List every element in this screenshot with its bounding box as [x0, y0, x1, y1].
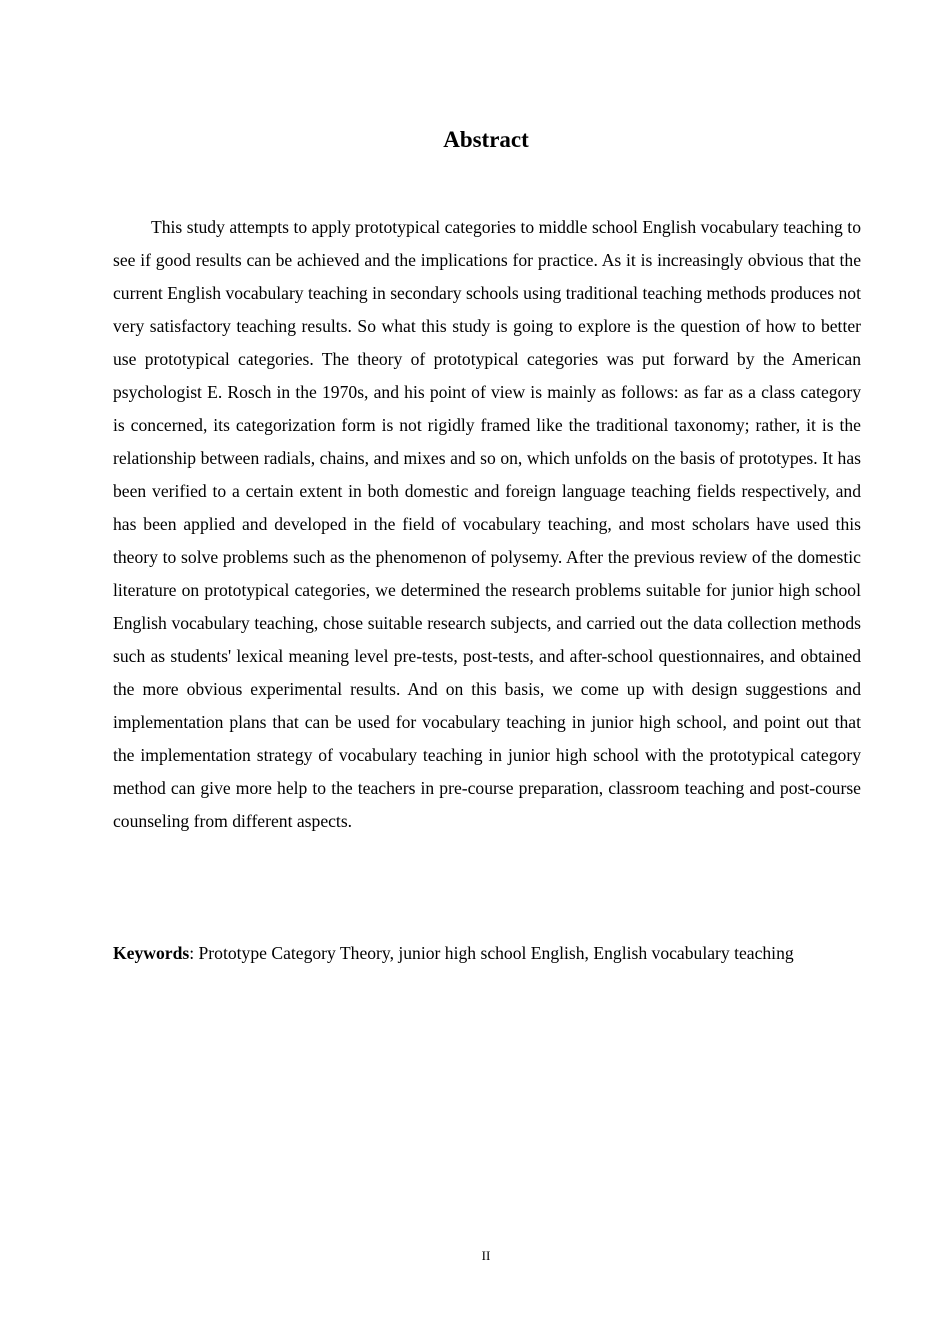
page-number: II [481, 1248, 491, 1263]
abstract-body: This study attempts to apply prototypical categories to middle school English vocabulary teaching to see if good results can be achieved and the implications for practice. As it is increasingly obvious that the current English vocabulary teaching in secondary schools using traditional teaching methods produces not very satisfactory teaching results. So what this study is going to explore is the question of how to better use prototypical categories. The theory of prototypical categories was put forward by the American psychologist E. Rosch in the 1970s, and his point of view is mainly as follows: as far as a class category is concerned, its categorization form is not rigidly framed like the traditional taxonomy; rather, it is the relationship between radials, chains, and mixes and so on, which unfolds on the basis of prototypes. It has been verified to a certain extent in both domestic and foreign language teaching fields respectively, and has been applied and developed in the field of vocabulary teaching, and most scholars have used this theory to solve problems such as the phenomenon of polysemy. After the previous review of the domestic literature on prototypical categories, we determined the research problems suitable for junior high school English vocabulary teaching, chose suitable research subjects, and carried out the data collection methods such as students' lexical meaning level pre-tests, post-tests, and after-school questionnaires, and obtained the more obvious experimental results. And on this basis, we come up with design suggestions and implementation plans that can be used for vocabulary teaching in junior high school, and point out that the implementation strategy of vocabulary teaching in junior high school with the prototypical category method can give more help to the teachers in pre-course preparation, classroom teaching and post-course counseling from different aspects. [113, 217, 861, 831]
keywords-text: : Prototype Category Theory, junior high school English, English vocabulary teaching [189, 943, 794, 963]
keywords-label: Keywords [113, 943, 190, 963]
keywords-line [113, 937, 873, 970]
abstract-title: Abstract [443, 127, 529, 152]
